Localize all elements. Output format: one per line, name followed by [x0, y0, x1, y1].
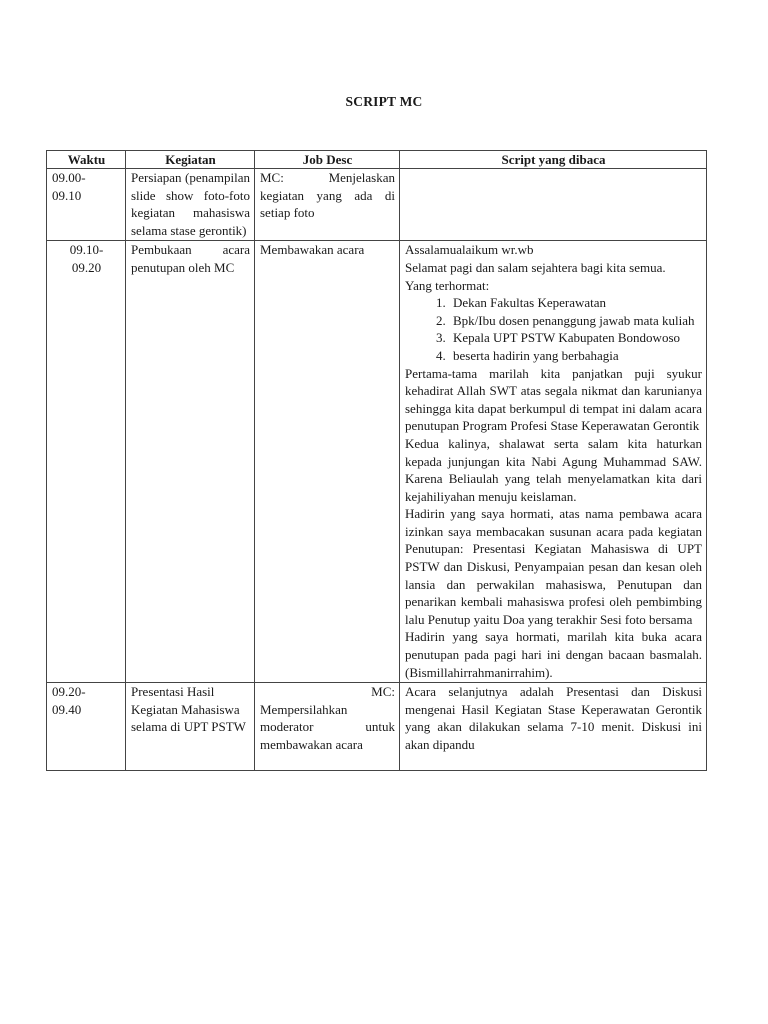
script-paragraph: Kedua kalinya, shalawat serta salam kita haturkan kepada junjungan kita Nabi Agung Muhammad SAW. Karena Beliaulah yang telah menyelamatkan kita dari kejahiliyahan menuju keislaman. — [405, 435, 702, 504]
script-respect-intro: Yang terhormat: — [405, 277, 490, 293]
header-script: Script yang dibaca — [400, 151, 707, 169]
cell-job-desc — [255, 683, 400, 771]
table-row — [47, 169, 707, 241]
waktu-text: 09.20-09.40 — [52, 684, 86, 717]
script-paragraph: Pertama-tama marilah kita panjatkan puji syukur kehadirat Allah SWT atas segala nikmat dan karunianya sehingga kita dapat berkumpul di tempat ini dalam acara penutupan Program Profesi Stase Keperawatan Gerontik — [405, 365, 702, 434]
cell-kegiatan: Presentasi Hasil Kegiatan Mahasiswa selama di UPT PSTW — [126, 683, 255, 771]
list-item: 4. beserta hadirin yang berbahagia — [449, 347, 702, 365]
cell-kegiatan: Persiapan (penampilan slide show foto-foto kegiatan mahasiswa selama stase gerontik) — [126, 169, 255, 241]
waktu-text: 09.10-09.20 — [69, 242, 104, 275]
script-table — [46, 150, 707, 771]
table-row — [47, 241, 707, 683]
script-paragraph: Hadirin yang saya hormati, marilah kita buka acara penutupan pada pagi hari ini dengan bacaan basmalah. (Bismillahirrahmanirrahim). — [405, 629, 702, 680]
script-welcome: Selamat pagi dan salam sejahtera bagi kita semua. — [405, 259, 666, 275]
job-desc-label: MC: — [371, 684, 395, 700]
job-desc-text: Mempersilahkan moderator untuk membawakan acara — [260, 701, 395, 752]
cell-script — [400, 169, 707, 241]
header-job-desc: Job Desc — [255, 151, 400, 169]
cell-script — [400, 241, 707, 683]
table-header-row — [47, 151, 707, 169]
cell-kegiatan: Pembukaan acara penutupan oleh MC — [126, 241, 255, 683]
cell-waktu — [47, 169, 126, 241]
waktu-text: 09.00-09.10 — [52, 170, 86, 203]
table-row — [47, 683, 707, 771]
cell-job-desc: MC: Menjelaskan kegiatan yang ada di setiap foto — [255, 169, 400, 241]
script-greeting: Assalamualaikum wr.wb — [405, 242, 534, 258]
list-item: 2. Bpk/Ibu dosen penanggung jawab mata kuliah — [449, 312, 702, 330]
cell-job-desc: Membawakan acara — [255, 241, 400, 683]
script-paragraph: Hadirin yang saya hormati, atas nama pembawa acara izinkan saya membacakan susunan acara pada kegiatan Penutupan: Presentasi Kegiatan Mahasiswa di UPT PSTW dan Diskusi, Penyampaian pesan dan kesan oleh lansia dan perwakilan mahasiswa, Penutupan dan penarikan kembali mahasiswa profesi oleh pembimbing lalu Penutup yaitu Doa yang terakhir Sesi foto bersama — [405, 506, 702, 627]
header-waktu: Waktu — [47, 151, 126, 169]
list-item: 1. Dekan Fakultas Keperawatan — [449, 294, 702, 312]
header-kegiatan: Kegiatan — [126, 151, 255, 169]
page-title: SCRIPT MC — [345, 94, 423, 109]
list-item: 3. Kepala UPT PSTW Kabupaten Bondowoso — [449, 329, 702, 347]
cell-waktu — [47, 683, 126, 771]
cell-waktu — [47, 241, 126, 683]
invitee-list — [405, 294, 702, 364]
cell-script: Acara selanjutnya adalah Presentasi dan Diskusi mengenai Hasil Kegiatan Stase Keperawatan Gerontik yang akan dilakukan selama 7-10 menit. Diskusi ini akan dipandu — [400, 683, 707, 771]
